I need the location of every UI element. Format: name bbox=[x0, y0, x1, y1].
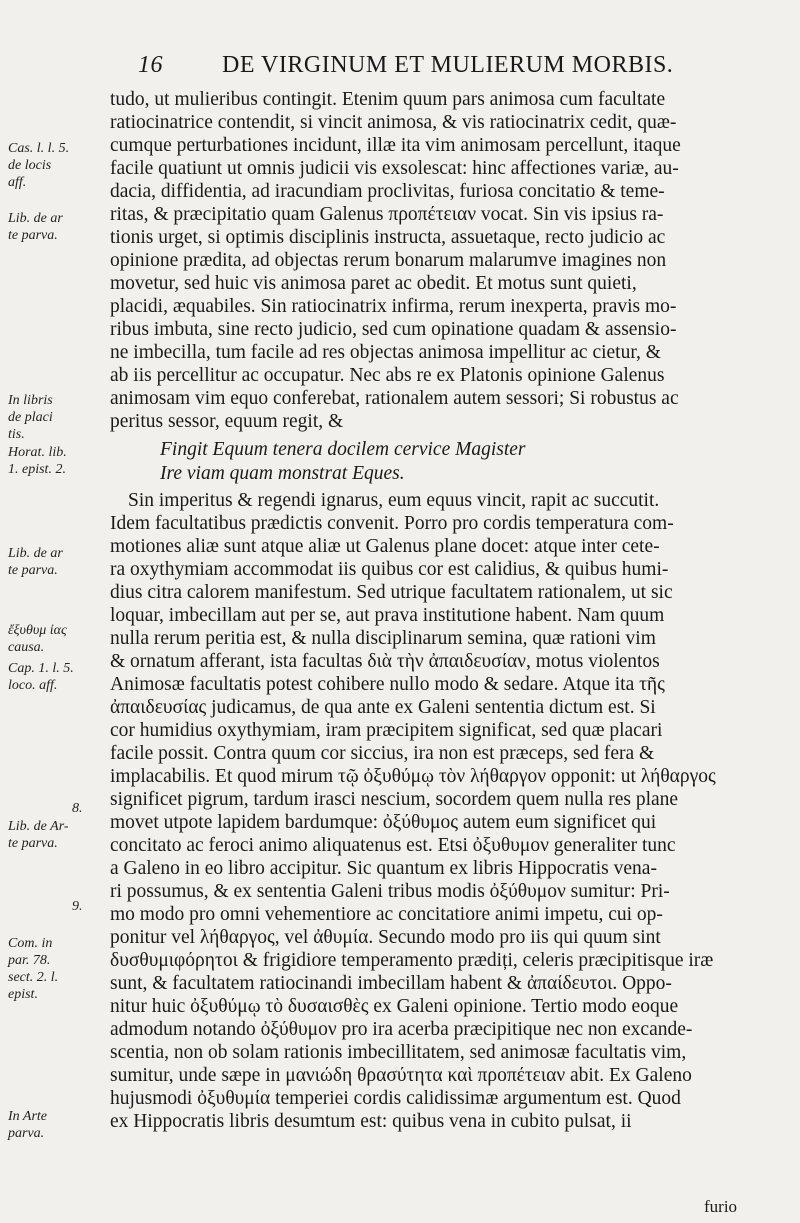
text-line: admodum notando ὀξύθυμον pro ira acerba præcipitique nec non excande- bbox=[110, 1019, 693, 1040]
text-line: ra oxythymiam accommodat iis quibus cor est calidius, & quibus humi- bbox=[110, 559, 669, 580]
text-line: ne imbecilla, tum facile ad res objectas animosa impellitur ac cietur, & bbox=[110, 342, 661, 363]
verse-line: Fingit Equum tenera docilem cervice Magister bbox=[160, 439, 526, 460]
margin-note: 8. bbox=[72, 801, 83, 816]
text-line: ri possumus, & ex sententia Galeni tribus modis ὀξύθυμον sumitur: Pri- bbox=[110, 881, 670, 902]
text-line: cor humidius oxythymiam, iram præcipitem significat, sed quæ placari bbox=[110, 720, 663, 741]
text-line: dius citra calorem manifestum. Sed utrique facultatem rationalem, ut sic bbox=[110, 582, 673, 603]
text-line: movet utpote lapidem bardumque: ὀξύθυμος autem eum significet qui bbox=[110, 812, 657, 833]
margin-note: Com. in par. 78. sect. 2. l. epist. bbox=[8, 936, 59, 1002]
text-line: Animosæ facultatis potest cohibere nullo modo & sedare. Atque ita τῆς bbox=[110, 674, 665, 695]
text-line: facile quatiunt ut omnis judicii vis exsolescat: hinc affectiones variæ, au- bbox=[110, 158, 679, 179]
text-line: concitato ac feroci animo aliquatenus est. Etsi ὀξυθυμον generaliter tunc bbox=[110, 835, 676, 856]
margin-note: 9. bbox=[72, 899, 83, 914]
verse-line: Ire viam quam monstrat Eques. bbox=[160, 463, 405, 484]
page-number: 16 bbox=[138, 52, 163, 78]
text-line: sunt, & facultatem ratiocinandi imbecillam habent & ἀπαίδευτοι. Oppo- bbox=[110, 973, 672, 994]
margin-notes bbox=[0, 0, 110, 1223]
text-line: nulla rerum peritia est, & nulla disciplinarum semina, quæ rationi vim bbox=[110, 628, 656, 649]
text-line: ritas, & præcipitatio quam Galenus προπέτειαν vocat. Sin vis ipsius ra- bbox=[110, 204, 664, 225]
text-line: ἀπαιδευσίας judicamus, de qua ante ex Galeni sententia dictum est. Si bbox=[110, 697, 656, 718]
text-line: ex Hippocratis libris desumtum est: quibus vena in cubito pulsat, ii bbox=[110, 1111, 632, 1132]
catchword: furio bbox=[704, 1197, 738, 1216]
text-line: scentia, non ob solam rationis imbecillitatem, sed animosæ facultatis vim, bbox=[110, 1042, 687, 1063]
text-line: ab iis percellitur ac occupatur. Nec abs re ex Platonis opinione Galenus bbox=[110, 365, 665, 386]
text-line: facile possit. Contra quum cor siccius, ira non est præceps, sed fera & bbox=[110, 743, 655, 764]
text-line: ponitur vel λήθαργος, vel ἀθυμία. Secundo modo pro iis qui quum sint bbox=[110, 927, 661, 948]
margin-note: Horat. lib. 1. epist. 2. bbox=[8, 445, 67, 477]
margin-note: Cap. 1. l. 5. loco. aff. bbox=[8, 661, 74, 693]
margin-note: Lib. de Ar- te parva. bbox=[8, 819, 69, 851]
text-line: mo modo pro omni vehementiore ac concitatiore animi impetu, cui op- bbox=[110, 904, 663, 925]
text-line: significet pigrum, tardum irasci nescium, socordem quem nulla res plane bbox=[110, 789, 679, 810]
text-line: motiones aliæ sunt atque aliæ ut Galenus plane docet: atque inter cete- bbox=[110, 536, 660, 557]
margin-note: Lib. de ar te parva. bbox=[8, 211, 63, 243]
text-line: hujusmodi ὀξυθυμία temperiei cordis calidissimæ argumentum est. Quod bbox=[110, 1088, 681, 1109]
text-line: ribus imbuta, sine recto judicio, sed cum opinatione quadam & assensio- bbox=[110, 319, 677, 340]
text-line: placidi, æquabiles. Sin ratiocinatrix infirma, rerum inexperta, pravis mo- bbox=[110, 296, 677, 317]
text-line: peritus sessor, equum regit, & bbox=[110, 411, 344, 432]
margin-note: In Arte parva. bbox=[8, 1109, 48, 1141]
text-line: dacia, diffidentia, ad iracundiam proclivitas, furiosa concitatio & teme- bbox=[110, 181, 665, 202]
margin-note: In libris de placi tis. bbox=[8, 393, 53, 442]
text-line: implacabilis. Et quod mirum τῷ ὀξυθύμῳ τὸν λήθαργον opponit: ut λήθαργος bbox=[110, 766, 716, 787]
margin-note: Cas. l. l. 5. de locis aff. bbox=[8, 141, 70, 190]
text-line: tionis urget, si optimis disciplinis instructa, assuetaque, recto judicio ac bbox=[110, 227, 666, 248]
text-line: ratiocinatrice contendit, si vincit animosa, & vis ratiocinatrix cedit, quæ- bbox=[110, 112, 677, 133]
running-title: DE VIRGINUM ET MULIERUM MORBIS. bbox=[222, 52, 674, 78]
margin-note: Lib. de ar te parva. bbox=[8, 546, 63, 578]
text-line: cumque perturbationes incidunt, illæ ita vim animosam percellunt, itaque bbox=[110, 135, 681, 156]
text-line: opinione prædita, ad objectas rerum bonarum malarumve imagines non bbox=[110, 250, 667, 271]
page-header bbox=[138, 52, 778, 82]
margin-note: ἔξυθυμ ἰας causa. bbox=[8, 623, 67, 655]
text-line: & ornatum afferant, ista facultas διὰ τὴν ἀπαιδευσίαν, motus violentos bbox=[110, 651, 660, 672]
text-line: Sin imperitus & regendi ignarus, eum equus vincit, rapit ac succutit. bbox=[128, 490, 660, 511]
text-line: sumitur, unde sæpe in μανιώδη θρασύτητα καὶ προπέτειαν abit. Ex Galeno bbox=[110, 1065, 692, 1086]
text-line: animosam vim equo conferebat, rationalem autem sessori; Si robustus ac bbox=[110, 388, 679, 409]
text-line: loquar, imbecillam aut per se, aut prava institutione habent. Nam quum bbox=[110, 605, 665, 626]
text-line: Idem facultatibus prædictis convenit. Porro pro cordis temperatura com- bbox=[110, 513, 674, 534]
text-line: movetur, sed huic vis animosa paret ac obedit. Et motus sunt quieti, bbox=[110, 273, 637, 294]
text-line: tudo, ut mulieribus contingit. Etenim quum pars animosa cum facultate bbox=[110, 89, 666, 110]
text-line: δυσθυμιφόρητοι & frigidiore temperamento prædiți, celeris præcipitisque iræ bbox=[110, 950, 714, 971]
text-line: a Galeno in eo libro accipitur. Sic quantum ex libris Hippocratis vena- bbox=[110, 858, 657, 879]
text-line: nitur huic ὀξυθύμῳ τὸ δυσαισθὲς ex Galeni opinione. Tertio modo eoque bbox=[110, 996, 679, 1017]
